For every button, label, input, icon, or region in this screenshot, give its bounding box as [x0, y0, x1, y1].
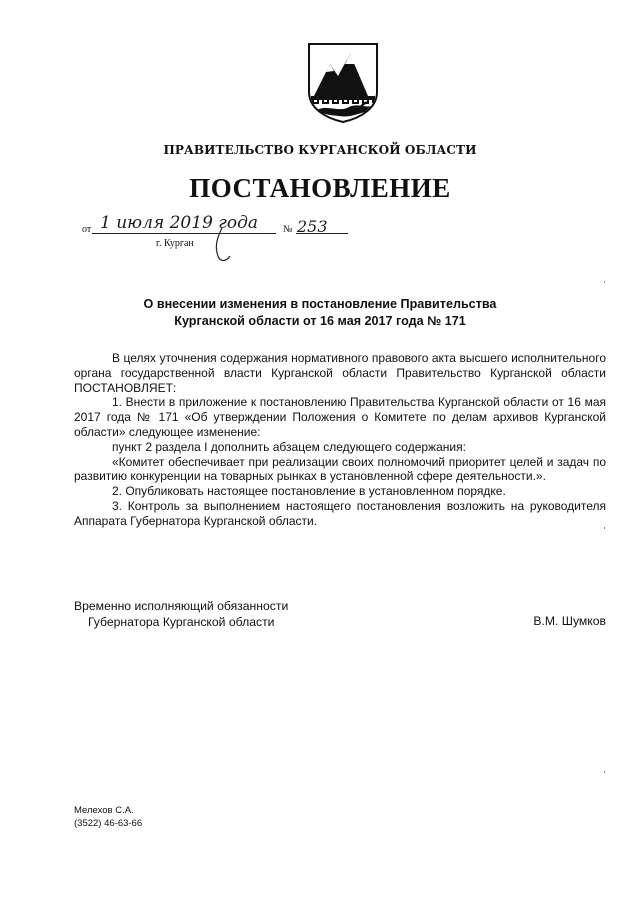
subject-line-2: Курганской области от 16 мая 2017 года № 171: [174, 314, 466, 328]
body-paragraph-1: 1. Внести в приложение к постановлению Правительства Курганской области от 16 мая 2017 года № 171 «Об утверждении Положения о Комитете по делам архивов Курганской области» следующее изменение:: [74, 395, 606, 439]
body-paragraph-amendment-intro: пункт 2 раздела I дополнить абзацем следующего содержания:: [112, 439, 466, 454]
document-body: [74, 351, 606, 529]
signatory-position-line-1: Временно исполняющий обязанности: [74, 599, 289, 613]
signatory-position: [74, 598, 288, 630]
body-paragraph-2: 2. Опубликовать настоящее постановление в установленном порядке.: [112, 484, 506, 499]
handwriting-stroke: [208, 226, 238, 266]
number-underline: [296, 233, 348, 234]
scan-speck: [604, 771, 605, 773]
signatory-position-line-2: Губернатора Курганской области: [88, 615, 275, 629]
body-paragraph-3: 3. Контроль за выполнением настоящего постановления возложить на руководителя Аппарата Губернатора Курганской области.: [74, 498, 606, 528]
document-type-title: ПОСТАНОВЛЕНИЕ: [189, 173, 451, 203]
executor-phone: (3522) 46-63-66: [74, 818, 143, 829]
date-prefix: от: [82, 224, 92, 235]
executor-name: Мелехов С.А.: [74, 805, 134, 816]
body-paragraph-amendment-text: «Комитет обеспечивает при реализации своих полномочий приоритет целей и задач по развитию конкуренции на товарных рынках в установленной сфере деятельности.».: [74, 454, 606, 484]
handwritten-date: 1 июля 2019 года: [100, 213, 259, 233]
scan-speck: [604, 281, 605, 283]
city-label: г. Курган: [156, 238, 194, 249]
body-paragraph-preamble: В целях уточнения содержания нормативного правового акта высшего исполнительного органа государственной власти Курганской области Правительство Курганской области ПОСТАНОВЛЯЕТ:: [74, 351, 606, 395]
handwritten-number: 253: [297, 217, 328, 236]
document-subject: [0, 296, 640, 330]
scan-speck: [604, 527, 605, 529]
coat-of-arms-emblem: [305, 40, 381, 124]
government-name: ПРАВИТЕЛЬСТВО КУРГАНСКОЙ ОБЛАСТИ: [163, 143, 477, 157]
number-prefix: №: [283, 224, 293, 235]
executor-footer: [74, 804, 142, 830]
subject-line-1: О внесении изменения в постановление Правительства: [143, 297, 497, 311]
signatory-name: В.М. Шумков: [533, 614, 606, 628]
date-underline: [92, 233, 276, 234]
